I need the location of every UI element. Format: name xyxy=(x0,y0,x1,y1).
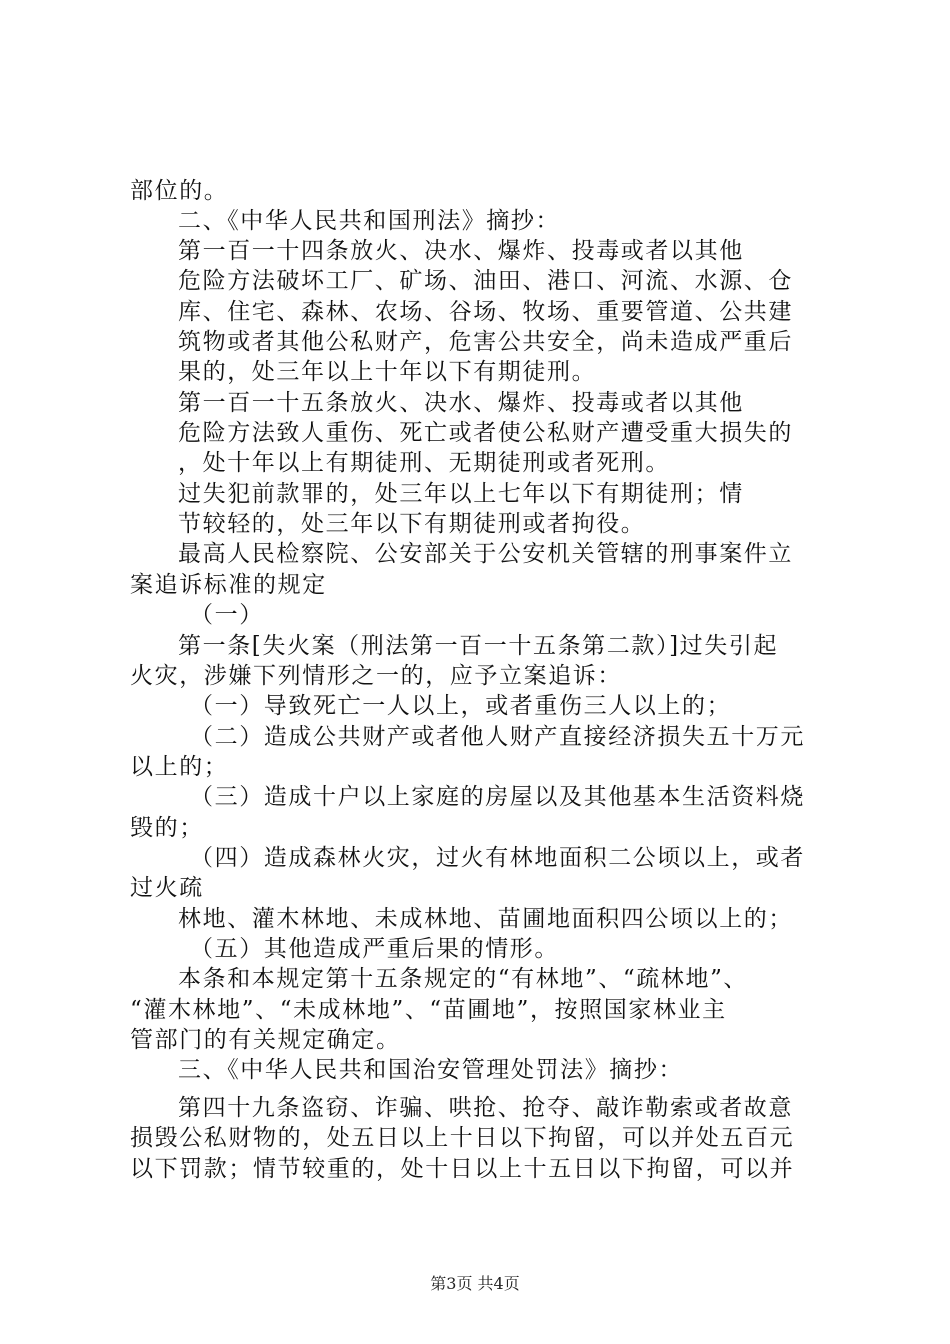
text-line: （一） xyxy=(190,602,264,628)
list-item: （二）造成公共财产或者他人财产直接经济损失五十万元 xyxy=(190,724,805,750)
section-heading: 二、《中华人民共和国刑法》摘抄： xyxy=(178,208,561,234)
text-line: 损毁公私财物的，处五日以上十日以下拘留，可以并处五百元 xyxy=(130,1125,795,1151)
page-number-footer: 第3页 共4页 xyxy=(430,1274,520,1293)
text-line: 以下罚款；情节较重的，处十日以上十五日以下拘留，可以并 xyxy=(130,1156,795,1182)
text-line: 案追诉标准的规定 xyxy=(130,572,327,598)
section-heading: 三、《中华人民共和国治安管理处罚法》摘抄： xyxy=(178,1057,684,1083)
text-line: 火灾，涉嫌下列情形之一的，应予立案追诉： xyxy=(130,663,622,689)
text-line: 节较轻的，处三年以下有期徒刑或者拘役。 xyxy=(178,511,646,537)
text-line: 毁的； xyxy=(130,815,204,841)
text-line: 危险方法破坏工厂、矿场、油田、港口、河流、水源、仓 xyxy=(178,268,793,294)
text-line: 库、住宅、森林、农场、谷场、牧场、重要管道、公共建 xyxy=(178,299,793,325)
text-line: 第一条[失火案（刑法第一百一十五条第二款）]过失引起 xyxy=(178,633,779,659)
text-line: ，处十年以上有期徒刑、无期徒刑或者死刑。 xyxy=(178,450,670,476)
list-item: （一）导致死亡一人以上，或者重伤三人以上的； xyxy=(190,693,732,719)
text-line: 最高人民检察院、公安部关于公安机关管辖的刑事案件立 xyxy=(178,541,793,567)
text-line: 林地、灌木林地、未成林地、苗圃地面积四公顷以上的； xyxy=(178,906,793,932)
text-line: 过火疏 xyxy=(130,875,204,901)
text-line: 以上的； xyxy=(130,754,229,780)
text-line: 第一百一十四条放火、决水、爆炸、投毒或者以其他 xyxy=(178,238,744,264)
text-line: 过失犯前款罪的，处三年以上七年以下有期徒刑；情 xyxy=(178,481,744,507)
text-line: 筑物或者其他公私财产，危害公共安全，尚未造成严重后 xyxy=(178,329,793,355)
text-line: 部位的。 xyxy=(130,178,229,204)
text-line: “灌木林地”、“未成林地”、“苗圃地”，按照国家林业主 xyxy=(130,997,727,1023)
text-line: 管部门的有关规定确定。 xyxy=(130,1027,401,1053)
text-line: 第一百一十五条放火、决水、爆炸、投毒或者以其他 xyxy=(178,390,744,416)
list-item: （五）其他造成严重后果的情形。 xyxy=(190,936,559,962)
list-item: （三）造成十户以上家庭的房屋以及其他基本生活资料烧 xyxy=(190,784,805,810)
text-line: 第四十九条盗窃、诈骗、哄抢、抢夺、敲诈勒索或者故意 xyxy=(178,1095,793,1121)
text-line: 果的，处三年以上十年以下有期徒刑。 xyxy=(178,359,597,385)
text-line: 危险方法致人重伤、死亡或者使公私财产遭受重大损失的 xyxy=(178,420,793,446)
list-item: （四）造成森林火灾，过火有林地面积二公顷以上，或者 xyxy=(190,845,805,871)
text-line: 本条和本规定第十五条规定的“有林地”、“疏林地”、 xyxy=(178,966,749,992)
